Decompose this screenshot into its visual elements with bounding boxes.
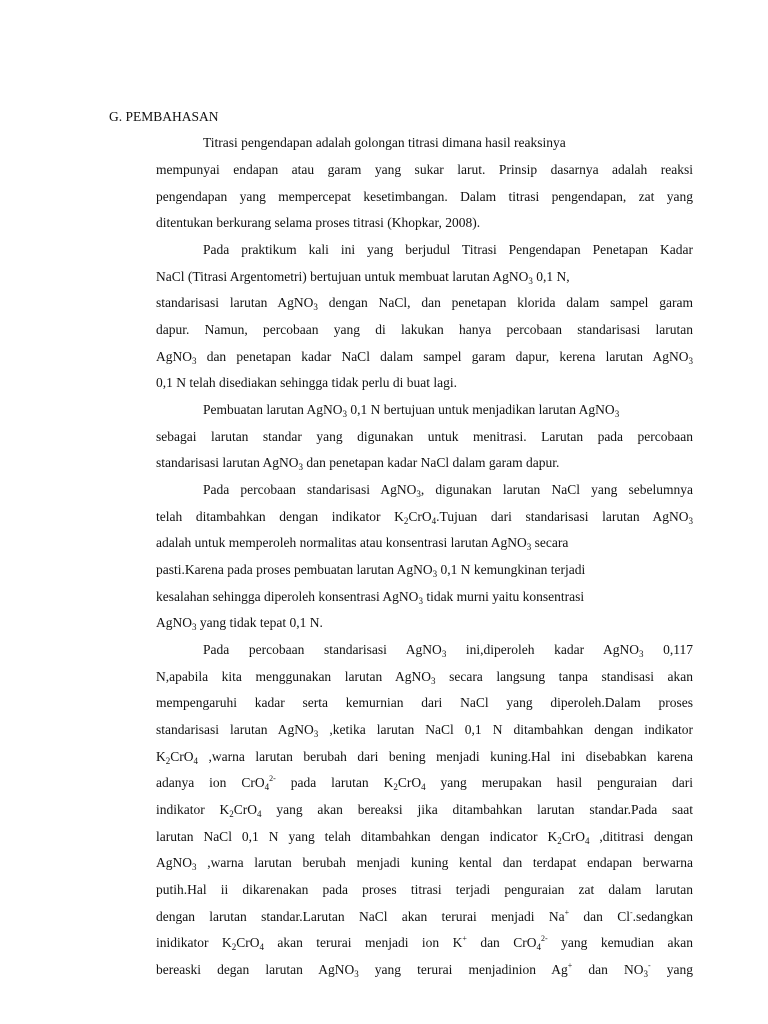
subscript: 3	[528, 276, 533, 286]
text-run: CrO	[397, 775, 422, 790]
text-run: dengan NaCl, dan penetapan klorida dalam sampel garam	[317, 295, 693, 310]
paragraph-line	[156, 347, 693, 367]
text-run: tidak murni yaitu konsentrasi	[422, 589, 585, 604]
subscript: 3	[639, 649, 644, 659]
paragraph-line	[156, 560, 693, 580]
paragraph-line	[156, 293, 693, 313]
text-run: K	[156, 749, 166, 764]
paragraph-line	[156, 187, 693, 207]
text-run: yang merupakan hasil penguraian dari	[425, 775, 694, 790]
subscript: 4	[431, 516, 437, 526]
paragraph-line	[156, 853, 693, 873]
subscript: 3	[418, 596, 423, 606]
text-run: ini,diperoleh kadar AgNO	[446, 642, 640, 657]
subscript: 2	[229, 809, 234, 819]
text-run: dapur. Namun, percobaan yang di lakukan hanya percobaan standarisasi larutan	[156, 322, 693, 337]
text-run: mempengaruhi kadar serta kemurnian dari NaCl yang diperoleh.Dalam proses	[156, 695, 693, 710]
text-run: pengendapan yang mempercepat kesetimbangan. Dalam titrasi pengendapan, zat yang	[156, 189, 693, 204]
text-run: ,warna larutan berubah menjadi kuning kental dan terdapat endapan berwarna	[196, 855, 693, 870]
paragraph-line	[156, 667, 693, 687]
paragraph-first-line	[203, 133, 693, 153]
text-run: CrO	[408, 509, 432, 524]
text-run: .Tujuan dari standarisasi larutan AgNO	[436, 509, 689, 524]
paragraph-line	[156, 800, 693, 820]
subscript: 4	[259, 942, 264, 952]
superscript: +	[567, 961, 573, 970]
paragraph-line	[156, 827, 693, 847]
subscript: 3	[688, 356, 693, 366]
text-run: standarisasi larutan AgNO	[156, 722, 314, 737]
subscript: 3	[614, 409, 620, 419]
subscript: 2	[557, 836, 562, 846]
text-run: AgNO	[156, 615, 192, 630]
subscript: 3	[416, 489, 421, 499]
paragraph-line	[156, 267, 693, 287]
text-run: AgNO	[156, 855, 192, 870]
subscript: 3	[441, 649, 447, 659]
text-run: Titrasi pengendapan adalah golongan titrasi dimana hasil reaksinya	[203, 135, 566, 150]
paragraph-line	[156, 880, 693, 900]
subscript: 3	[192, 356, 197, 366]
paragraph-line	[156, 720, 693, 740]
text-run: dan penetapan kadar NaCl dalam garam dapur.	[302, 455, 560, 470]
subscript: 3	[342, 409, 347, 419]
paragraph-line	[156, 960, 693, 980]
text-run: yang terurai menjadinion Ag	[358, 962, 568, 977]
superscript: +	[564, 908, 570, 917]
text-run: sebagai larutan standar yang digunakan untuk menitrasi. Larutan pada percobaan	[156, 429, 693, 444]
subscript: 2	[393, 782, 398, 792]
text-run: Pembuatan larutan AgNO	[203, 402, 343, 417]
paragraph-line	[156, 907, 693, 927]
text-run: CrO	[561, 829, 585, 844]
subscript: 4	[584, 836, 590, 846]
text-run: NaCl (Titrasi Argentometri) bertujuan untuk membuat larutan AgNO	[156, 269, 529, 284]
text-run: yang kemudian akan	[547, 935, 693, 950]
text-run: N,apabila kita menggunakan larutan AgNO	[156, 669, 432, 684]
subscript: 3	[643, 969, 648, 979]
subscript: 4	[421, 782, 426, 792]
paragraph-first-line	[203, 400, 693, 420]
subscript: 4	[264, 782, 270, 792]
subscript: 3	[354, 969, 359, 979]
paragraph-line	[156, 933, 693, 953]
text-run: CrO	[170, 749, 194, 764]
subscript: 3	[298, 462, 303, 472]
text-run: dan CrO	[466, 935, 537, 950]
text-run: mempunyai endapan atau garam yang sukar larut. Prinsip dasarnya adalah reaksi	[156, 162, 693, 177]
text-run: secara langsung tanpa standisasi akan	[435, 669, 693, 684]
text-run: kesalahan sehingga diperoleh konsentrasi AgNO	[156, 589, 419, 604]
text-run: dan Cl	[569, 909, 630, 924]
text-run: standarisasi larutan AgNO	[156, 455, 299, 470]
text-run: Pada percobaan standarisasi AgNO	[203, 482, 417, 497]
superscript: 2-	[541, 934, 548, 943]
text-run: dan NO	[572, 962, 644, 977]
subscript: 3	[313, 729, 319, 739]
subscript: 3	[526, 542, 532, 552]
text-run: adalah untuk memperoleh normalitas atau konsentrasi larutan AgNO	[156, 535, 527, 550]
text-run: adanya ion CrO	[156, 775, 265, 790]
text-run: AgNO	[156, 349, 192, 364]
subscript: 3	[192, 622, 197, 632]
text-run: .sedangkan	[632, 909, 693, 924]
subscript: 3	[688, 516, 693, 526]
text-run: inidikator K	[156, 935, 232, 950]
text-run: telah ditambahkan dengan indikator K	[156, 509, 404, 524]
text-run: Pada percobaan standarisasi AgNO	[203, 642, 442, 657]
subscript: 4	[193, 756, 198, 766]
paragraph-line	[156, 747, 693, 767]
subscript: 4	[257, 809, 262, 819]
paragraph-line	[156, 693, 693, 713]
text-run: pasti.Karena pada proses pembuatan larutan AgNO	[156, 562, 433, 577]
text-run: 0,1 N,	[532, 269, 570, 284]
subscript: 4	[536, 942, 542, 952]
paragraph-line	[156, 427, 693, 447]
text-run: bereaski degan larutan AgNO	[156, 962, 355, 977]
subscript: 2	[231, 942, 237, 952]
text-run: pada larutan K	[275, 775, 394, 790]
text-run: putih.Hal ii dikarenakan pada proses titrasi terjadi penguraian zat dalam larutan	[156, 882, 693, 897]
paragraph-line	[156, 213, 693, 233]
text-run: ,warna larutan berubah dari bening menjadi kuning.Hal ini disebabkan karena	[198, 749, 693, 764]
text-run: yang tidak tepat 0,1 N.	[196, 615, 323, 630]
superscript: -	[629, 908, 633, 917]
text-run: yang	[650, 962, 693, 977]
text-run: 0,117	[643, 642, 694, 657]
paragraph-line	[156, 613, 693, 633]
text-run: secara	[531, 535, 569, 550]
text-run: standarisasi larutan AgNO	[156, 295, 314, 310]
text-run: ,dititrasi dengan	[589, 829, 693, 844]
paragraph-first-line	[203, 640, 693, 660]
subscript: 2	[165, 756, 171, 766]
paragraph-first-line	[203, 240, 693, 260]
text-run: 0,1 N bertujuan untuk menjadikan larutan AgNO	[346, 402, 615, 417]
paragraph-line	[156, 453, 693, 473]
paragraph-line	[156, 160, 693, 180]
paragraph-line	[156, 373, 693, 393]
subscript: 3	[313, 302, 318, 312]
text-run: yang akan bereaksi jika ditambahkan larutan standar.Pada saat	[261, 802, 693, 817]
text-run: CrO	[236, 935, 260, 950]
text-run: dan penetapan kadar NaCl dalam sampel garam dapur, kerena larutan AgNO	[196, 349, 689, 364]
text-run: Pada praktikum kali ini yang berjudul Titrasi Pengendapan Penetapan Kadar	[203, 242, 693, 257]
text-run: 0,1 N kemungkinan terjadi	[437, 562, 586, 577]
text-run: indikator K	[156, 802, 230, 817]
subscript: 3	[432, 569, 438, 579]
paragraph-line	[156, 587, 693, 607]
paragraph-line	[156, 533, 693, 553]
paragraph-line	[156, 507, 693, 527]
paragraph-first-line	[203, 480, 693, 500]
subscript: 3	[431, 676, 436, 686]
subscript: 2	[403, 516, 409, 526]
section-heading: G. PEMBAHASAN	[109, 109, 219, 124]
text-run: dengan larutan standar.Larutan NaCl akan terurai menjadi Na	[156, 909, 565, 924]
text-run: akan terurai menjadi ion K	[263, 935, 463, 950]
text-run: CrO	[233, 802, 258, 817]
paragraph-line	[156, 320, 693, 340]
text-run: larutan NaCl 0,1 N yang telah ditambahkan dengan indicator K	[156, 829, 558, 844]
text-run: , digunakan larutan NaCl yang sebelumnya	[420, 482, 693, 497]
superscript: 2-	[269, 774, 276, 783]
paragraph-line	[156, 773, 693, 793]
text-run: ditentukan berkurang selama proses titrasi (Khopkar, 2008).	[156, 215, 481, 230]
superscript: +	[462, 934, 467, 943]
text-run: ,ketika larutan NaCl 0,1 N ditambahkan dengan indikator	[318, 722, 693, 737]
text-run: 0,1 N telah disediakan sehingga tidak perlu di buat lagi.	[156, 375, 458, 390]
subscript: 3	[192, 862, 197, 872]
superscript: -	[647, 961, 651, 970]
